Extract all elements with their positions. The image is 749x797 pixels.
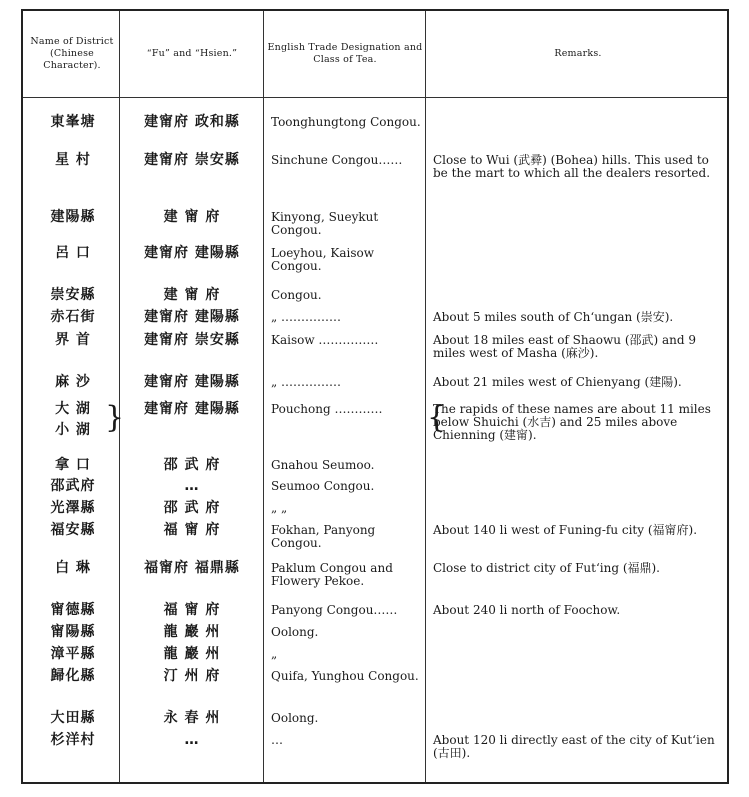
cell-trade: Kinyong, Sueykut Congou. bbox=[271, 210, 379, 237]
cell-district: 漳平縣 bbox=[50, 646, 96, 662]
cell-district: 崇安縣 bbox=[50, 287, 96, 303]
cell-fu: … bbox=[184, 478, 200, 494]
cell-district: 光澤縣 bbox=[50, 500, 96, 516]
cell-district: 白 琳 bbox=[55, 560, 91, 576]
cell-trade: Quifa, Yunghou Congou. bbox=[271, 669, 419, 683]
cell-fu: 建甯府 崇安縣 bbox=[144, 152, 240, 168]
cell-district: 福安縣 bbox=[50, 522, 96, 538]
cell-trade: „ …………… bbox=[271, 310, 342, 324]
cell-fu: 邵 武 府 bbox=[163, 500, 221, 516]
cell-trade: „ …………… bbox=[271, 375, 342, 389]
cell-trade: Fokhan, Panyong Congou. bbox=[271, 523, 376, 550]
header-district: Name of District (Chinese Character). bbox=[30, 36, 114, 71]
cell-district: 小 湖 bbox=[55, 422, 91, 438]
cell-district: 歸化縣 bbox=[50, 668, 96, 684]
cell-remark: About 18 miles east of Shaowu (邵武) and 9 miles west of Masha (麻沙). bbox=[433, 333, 697, 360]
cell-fu: … bbox=[184, 732, 200, 748]
cell-fu: 邵 武 府 bbox=[163, 457, 221, 473]
cell-trade: „ bbox=[271, 647, 278, 661]
cell-trade: Toonghungtong Congou. bbox=[271, 115, 421, 129]
cell-trade: Oolong. bbox=[271, 625, 319, 639]
cell-fu: 龍 巖 州 bbox=[163, 646, 221, 662]
cell-district: 星 村 bbox=[55, 152, 91, 168]
cell-fu: 福甯府 福鼎縣 bbox=[144, 560, 240, 576]
cell-trade: „ „ bbox=[271, 501, 288, 515]
header-fu-hsien: “Fu” and “Hsien.” bbox=[146, 48, 238, 59]
cell-remark: Close to district city of Fut‘ing (福鼎). bbox=[433, 561, 660, 575]
cell-trade: Kaisow …………… bbox=[271, 333, 379, 347]
cell-remark: About 21 miles west of Chienyang (建陽). bbox=[433, 375, 682, 389]
cell-trade: Paklum Congou and Flowery Pekoe. bbox=[271, 561, 393, 588]
cell-trade: … bbox=[271, 733, 283, 747]
header-remarks: Remarks. bbox=[554, 48, 602, 59]
cell-district: 東峯塘 bbox=[50, 114, 96, 130]
cell-fu: 建甯府 建陽縣 bbox=[144, 245, 240, 261]
cell-district: 杉洋村 bbox=[50, 732, 96, 748]
cell-fu: 永 春 州 bbox=[163, 710, 221, 726]
cell-district: 界 首 bbox=[55, 332, 91, 348]
cell-fu: 建甯府 建陽縣 bbox=[144, 309, 240, 325]
cell-trade: Sinchune Congou…… bbox=[271, 153, 403, 167]
cell-fu: 建甯府 崇安縣 bbox=[144, 332, 240, 348]
cell-trade: Congou. bbox=[271, 288, 322, 302]
cell-remark: About 140 li west of Funing-fu city (福甯府). bbox=[433, 523, 698, 537]
cell-remark: About 120 li directly east of the city of Kut‘ien (古田). bbox=[433, 733, 715, 760]
cell-fu: 龍 巖 州 bbox=[163, 624, 221, 640]
cell-district: 甯陽縣 bbox=[50, 624, 96, 640]
cell-district: 拿 口 bbox=[55, 457, 91, 473]
cell-trade: Gnahou Seumoo. bbox=[271, 458, 375, 472]
cell-district: 建陽縣 bbox=[50, 209, 96, 225]
cell-trade: Pouchong ………… bbox=[271, 402, 383, 416]
cell-district: 大 湖 bbox=[55, 401, 91, 417]
cell-trade: Seumoo Congou. bbox=[271, 479, 375, 493]
cell-remark: Close to Wui (武彛) (Bohea) hills. This used to be the mart to which all the dealers resorted. bbox=[433, 153, 711, 180]
cell-district: 麻 沙 bbox=[55, 374, 91, 390]
cell-district: 呂 口 bbox=[55, 245, 91, 261]
cell-fu: 建甯府 建陽縣 bbox=[144, 374, 240, 390]
cell-remark: The rapids of these names are about 11 miles below Shuichi (水吉) and 25 miles above Chienning (建甯). bbox=[433, 402, 711, 442]
cell-trade: Panyong Congou…… bbox=[271, 603, 398, 617]
cell-fu: 建 甯 府 bbox=[163, 209, 221, 225]
cell-trade: Loeyhou, Kaisow Congou. bbox=[271, 246, 374, 273]
cell-remark: About 5 miles south of Ch‘ungan (崇安). bbox=[433, 310, 674, 324]
cell-fu: 建甯府 建陽縣 bbox=[144, 401, 240, 417]
brace-left: { bbox=[427, 400, 447, 435]
cell-district: 大田縣 bbox=[50, 710, 96, 726]
cell-district: 甯德縣 bbox=[50, 602, 96, 618]
cell-district: 邵武府 bbox=[50, 478, 96, 494]
cell-fu: 福 甯 府 bbox=[163, 522, 221, 538]
cell-remark: About 240 li north of Foochow. bbox=[433, 603, 621, 617]
cell-fu: 建 甯 府 bbox=[163, 287, 221, 303]
header-trade: English Trade Designation and Class of Tea. bbox=[267, 42, 423, 65]
cell-fu: 汀 州 府 bbox=[163, 668, 221, 684]
cell-district: 赤石街 bbox=[50, 309, 96, 325]
cell-fu: 福 甯 府 bbox=[163, 602, 221, 618]
cell-fu: 建甯府 政和縣 bbox=[144, 114, 240, 130]
tea-districts-table bbox=[21, 9, 729, 784]
cell-trade: Oolong. bbox=[271, 711, 319, 725]
brace-right: } bbox=[105, 400, 125, 435]
